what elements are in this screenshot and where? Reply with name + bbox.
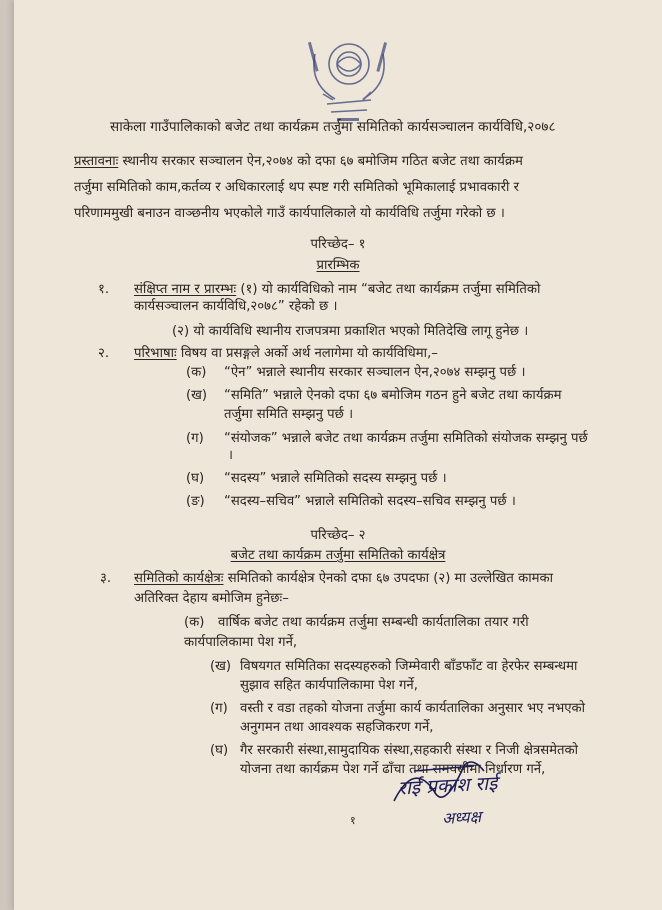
definition-text: “सदस्य” भन्नाले समितिको सदस्य सम्झनु पर्छ । bbox=[224, 471, 447, 486]
preamble-line-2: तर्जुमा समितिको काम,कर्तव्य र अधिकारलाई थप स्पष्ट गरी समितिको भूमिकालाई प्रभावकारी र bbox=[74, 180, 519, 195]
preamble-label: प्रस्तावनाः bbox=[74, 154, 119, 169]
definition-text-cont: तर्जुमा समिति सम्झनु पर्छ । bbox=[224, 407, 354, 422]
section-2-label: परिभाषाः bbox=[134, 346, 177, 361]
item-mark: (घ) bbox=[210, 743, 229, 758]
chapter-2-heading: परिच्छेद– २ bbox=[310, 528, 366, 543]
definition-mark: (ख) bbox=[186, 388, 208, 403]
section-3-line-2: अतिरिक्त देहाय बमोजिम हुनेछः– bbox=[134, 591, 289, 606]
document-page bbox=[14, 0, 662, 910]
section-3-number: ३. bbox=[100, 571, 112, 586]
section-2-intro: विषय वा प्रसङ्गले अर्को अर्थ नलागेमा यो कार्यविधिमा,– bbox=[180, 346, 438, 361]
item-text-cont: कार्यपालिकामा पेश गर्ने, bbox=[184, 635, 298, 650]
chapter-1-heading: परिच्छेद– १ bbox=[310, 237, 366, 252]
section-3-line-1 bbox=[134, 570, 553, 588]
section-1-line-2: कार्यसञ्चालन कार्यविधि,२०७८” रहेको छ । bbox=[134, 299, 338, 314]
definition-mark: (क) bbox=[186, 365, 207, 380]
item-text: गैर सरकारी संस्था,सामुदायिक संस्था,सहकारी संस्था र निजी क्षेत्रसमेतको bbox=[240, 743, 579, 758]
section-1-line-1 bbox=[134, 281, 540, 299]
official-seal-stamp bbox=[297, 34, 397, 129]
page-number: १ bbox=[350, 814, 356, 827]
item-text-cont: योजना तथा कार्यक्रम पेश गर्ने ढाँचा तथा समयसीमा निर्धारण गर्ने, bbox=[240, 762, 546, 777]
section-2-line-1 bbox=[134, 345, 438, 363]
chapter-2-subheading: बजेट तथा कार्यक्रम तर्जुमा समितिको कार्यक्षेत्र bbox=[230, 548, 446, 563]
preamble-text-1: स्थानीय सरकार सञ्चालन ऐन,२०७४ को दफा ६७ बमोजिम गठित बजेट तथा कार्यक्रम bbox=[122, 154, 523, 169]
definition-text: “समिति” भन्नाले ऐनको दफा ६७ बमोजिम गठन हुने बजेट तथा कार्यक्रम bbox=[224, 388, 562, 403]
section-1-line-3: (२) यो कार्यविधि स्थानीय राजपत्रमा प्रकाशित भएको मितिदेखि लागू हुनेछ । bbox=[172, 324, 529, 339]
definition-text-cont: । bbox=[228, 448, 233, 463]
definition-text: “सदस्य–सचिव” भन्नाले समितिको सदस्य–सचिव सम्झनु पर्छ । bbox=[224, 494, 516, 509]
item-text: विषयगत समितिका सदस्यहरुको जिम्मेवारी बाँडफाँट वा हेरफेर सम्बन्धमा bbox=[240, 659, 578, 674]
section-2-number: २. bbox=[98, 346, 110, 361]
section-3-label: समितिको कार्यक्षेत्रः bbox=[134, 571, 224, 586]
section-1-number: १. bbox=[98, 282, 110, 297]
section-1-text-1: (१) यो कार्यविधिको नाम “बजेट तथा कार्यक्रम तर्जुमा समितिको bbox=[240, 282, 541, 297]
signatory-name: राई प्रकाश राई bbox=[397, 772, 498, 800]
document-title: साकेला गाउँपालिकाको बजेट तथा कार्यक्रम तर्जुमा समितिको कार्यसञ्चालन कार्यविधि,२०७८ bbox=[110, 119, 556, 135]
section-1-label: संक्षिप्त नाम र प्रारम्भः bbox=[134, 282, 237, 297]
item-text-cont: सुझाव सहित कार्यपालिकामा पेश गर्ने, bbox=[240, 678, 418, 693]
definition-mark: (ग) bbox=[186, 431, 204, 446]
item-mark: (ख) bbox=[210, 659, 232, 674]
definition-mark: (ङ) bbox=[186, 494, 205, 509]
chapter-1-subheading: प्रारम्भिक bbox=[316, 258, 360, 273]
item-text: वार्षिक बजेट तथा कार्यक्रम तर्जुमा सम्बन्धी कार्यतालिका तयार गरी bbox=[218, 615, 529, 630]
item-text: वस्ती र वडा तहको योजना तर्जुमा कार्य कार्यतालिका अनुसार भए नभएको bbox=[240, 701, 586, 716]
definition-text: “ऐन” भन्नाले स्थानीय सरकार सञ्चालन ऐन,२०७४ सम्झनु पर्छ । bbox=[224, 365, 526, 380]
item-mark: (ग) bbox=[210, 701, 228, 716]
preamble-line-3: परिणाममुखी बनाउन वाञ्छनीय भएकोले गाउँ कार्यपालिकाले यो कार्यविधि तर्जुमा गरेको छ । bbox=[74, 206, 505, 221]
preamble-line-1 bbox=[74, 153, 523, 171]
definition-mark: (घ) bbox=[186, 471, 205, 486]
definition-text: “संयोजक” भन्नाले बजेट तथा कार्यक्रम तर्जुमा समितिको संयोजक सम्झनु पर्छ bbox=[224, 431, 588, 446]
section-3-text-1: समितिको कार्यक्षेत्र ऐनको दफा ६७ उपदफा (२) मा उल्लेखित कामका bbox=[227, 571, 554, 586]
item-mark: (क) bbox=[184, 615, 205, 630]
signature-stamp bbox=[364, 760, 594, 855]
item-text-cont: अनुगमन तथा आवश्यक सहजिकरण गर्ने, bbox=[240, 720, 434, 735]
signatory-title: अध्यक्ष bbox=[441, 806, 482, 829]
